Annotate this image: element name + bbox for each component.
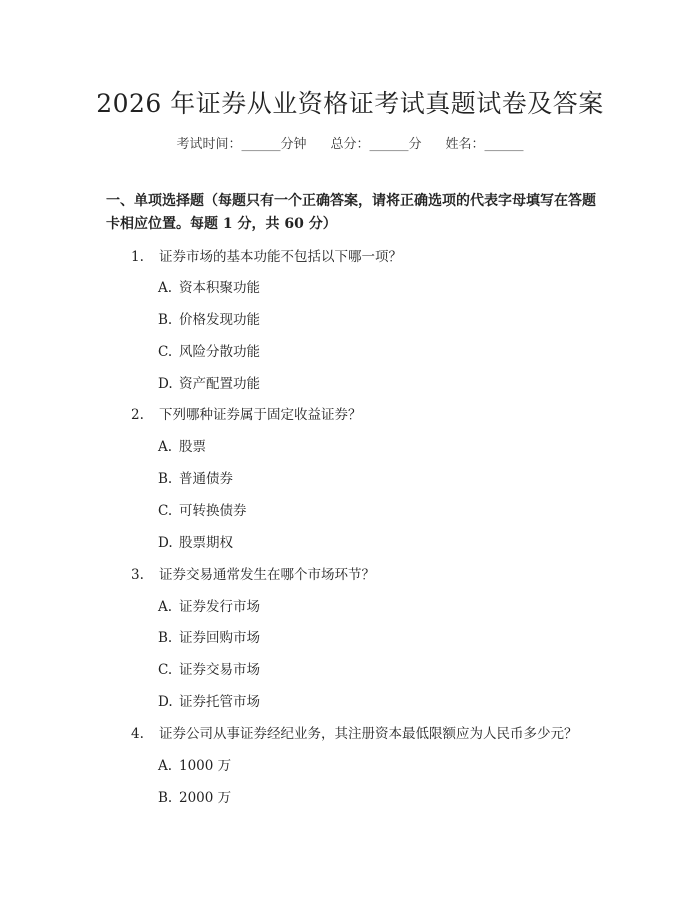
option-letter: D. bbox=[158, 376, 173, 392]
option-item bbox=[158, 499, 247, 519]
option-text: 1000 万 bbox=[179, 758, 232, 774]
question-number: 4. bbox=[131, 726, 144, 742]
option-item bbox=[158, 658, 260, 678]
option-text: 风险分散功能 bbox=[179, 344, 260, 360]
option-letter: B. bbox=[158, 790, 173, 806]
option-text: 价格发现功能 bbox=[179, 312, 260, 328]
option-item bbox=[158, 372, 260, 392]
option-text: 股票期权 bbox=[179, 535, 233, 551]
question-number: 1. bbox=[131, 249, 144, 265]
option-text: 证券回购市场 bbox=[179, 630, 260, 646]
exam-time-field: 考试时间：______分钟 bbox=[176, 137, 307, 152]
option-item bbox=[158, 340, 260, 360]
question-number: 2. bbox=[131, 407, 144, 423]
option-item bbox=[158, 754, 231, 774]
option-text: 普通债券 bbox=[179, 471, 233, 487]
option-letter: D. bbox=[158, 694, 173, 710]
option-letter: B. bbox=[158, 312, 173, 328]
option-item bbox=[158, 435, 206, 455]
question-text: 证券交易通常发生在哪个市场环节？ bbox=[159, 567, 375, 583]
total-score-field: 总分：______分 bbox=[330, 137, 422, 152]
question-item bbox=[131, 403, 362, 423]
question-text: 证券市场的基本功能不包括以下哪一项？ bbox=[159, 249, 402, 265]
option-item bbox=[158, 308, 260, 328]
question-item bbox=[131, 245, 402, 265]
question-text: 证券公司从事证券经纪业务，其注册资本最低限额应为人民币多少元？ bbox=[159, 726, 578, 742]
option-text: 资产配置功能 bbox=[179, 376, 260, 392]
option-letter: A. bbox=[158, 599, 173, 615]
option-text: 证券发行市场 bbox=[179, 599, 260, 615]
option-text: 2000 万 bbox=[179, 790, 232, 806]
option-item bbox=[158, 690, 260, 710]
exam-info-line bbox=[0, 133, 700, 152]
question-number: 3. bbox=[131, 567, 144, 583]
option-letter: D. bbox=[158, 535, 173, 551]
option-item bbox=[158, 276, 260, 296]
option-item bbox=[158, 595, 260, 615]
option-letter: C. bbox=[158, 344, 173, 360]
option-text: 可转换债券 bbox=[179, 503, 247, 519]
option-text: 证券托管市场 bbox=[179, 694, 260, 710]
option-item bbox=[158, 786, 231, 806]
option-letter: C. bbox=[158, 662, 173, 678]
question-item bbox=[131, 722, 578, 742]
option-text: 股票 bbox=[179, 439, 206, 455]
option-letter: B. bbox=[158, 630, 173, 646]
option-item bbox=[158, 467, 233, 487]
option-letter: C. bbox=[158, 503, 173, 519]
section-heading: 一、单项选择题（每题只有一个正确答案，请将正确选项的代表字母填写在答题卡相应位置。每题 1 分，共 60 分） bbox=[106, 193, 596, 232]
option-letter: A. bbox=[158, 280, 173, 296]
question-item bbox=[131, 563, 375, 583]
option-letter: A. bbox=[158, 758, 173, 774]
student-name-field: 姓名：______ bbox=[445, 137, 524, 152]
question-text: 下列哪种证券属于固定收益证券？ bbox=[159, 407, 362, 423]
option-letter: A. bbox=[158, 439, 173, 455]
option-text: 证券交易市场 bbox=[179, 662, 260, 678]
option-item bbox=[158, 531, 233, 551]
option-item bbox=[158, 626, 260, 646]
page-title: 2026 年证券从业资格证考试真题试卷及答案 bbox=[96, 89, 604, 118]
option-text: 资本积聚功能 bbox=[179, 280, 260, 296]
option-letter: B. bbox=[158, 471, 173, 487]
